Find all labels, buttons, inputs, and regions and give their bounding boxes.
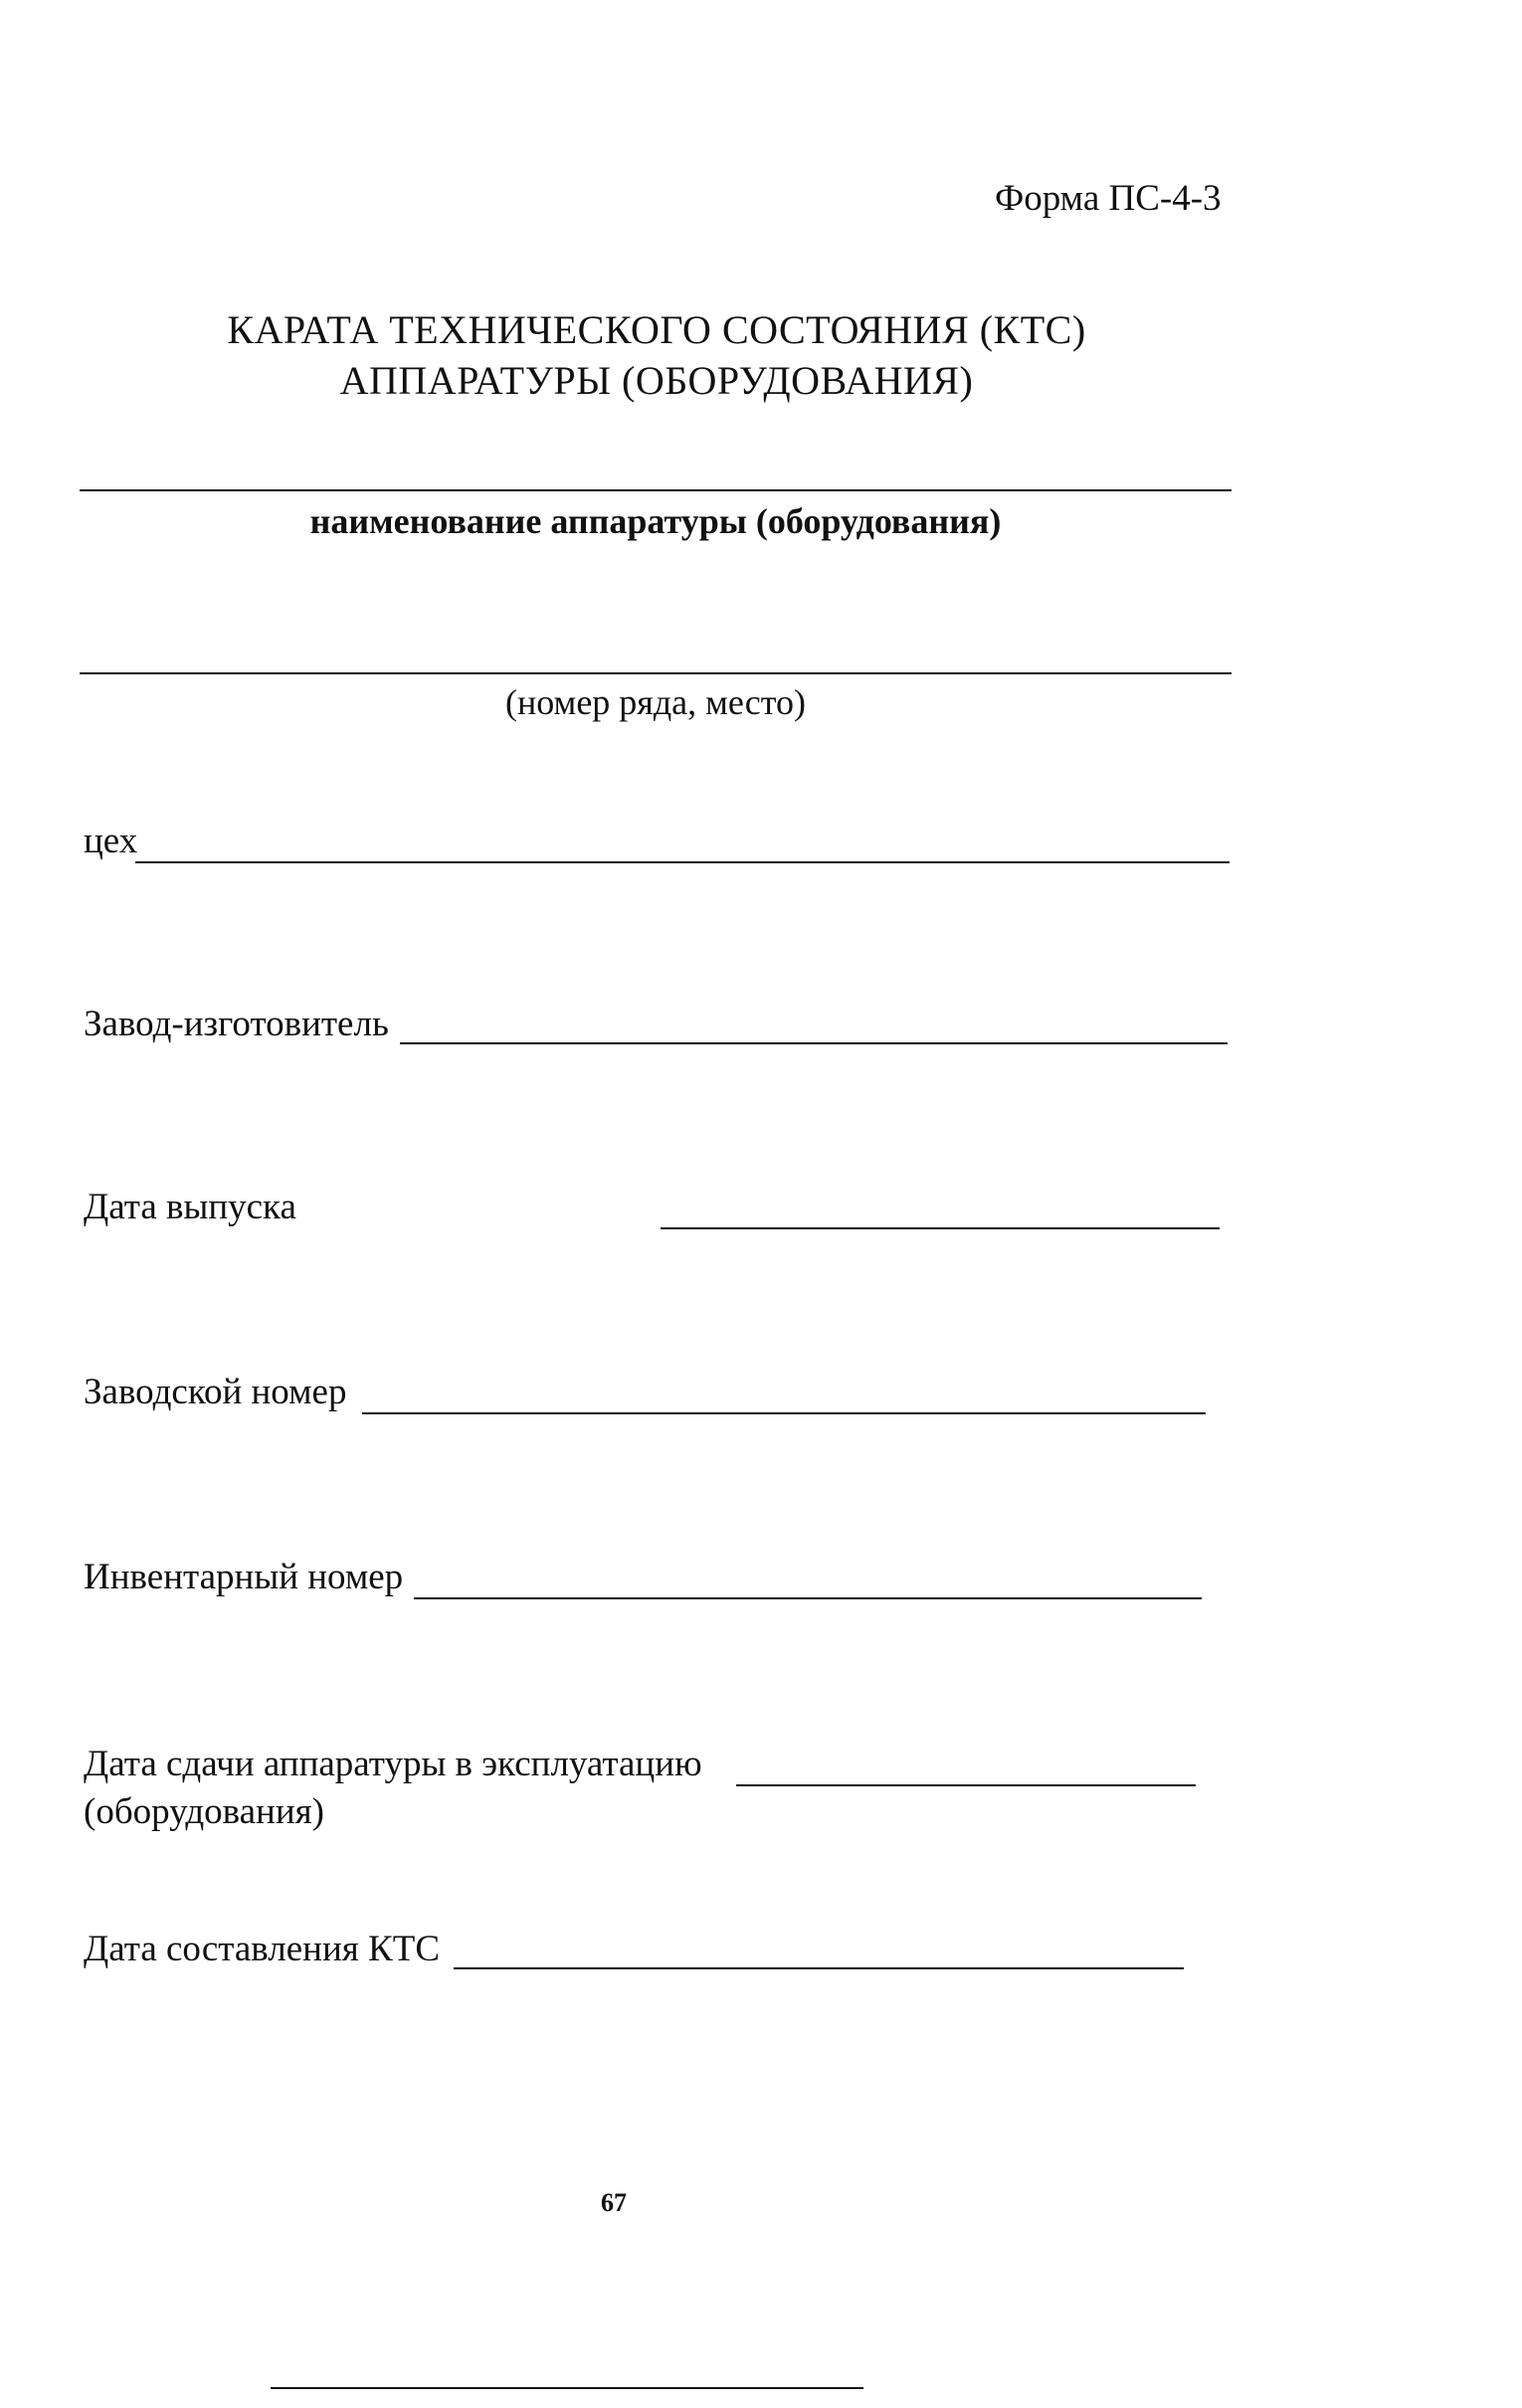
- inventory-number-field-line[interactable]: [414, 1597, 1202, 1599]
- row-place-line[interactable]: [80, 672, 1232, 674]
- inventory-number-label: Инвентарный номер: [84, 1557, 404, 1597]
- commissioning-date-field-line[interactable]: [736, 1784, 1196, 1786]
- row-place-caption: (номер ряда, место): [504, 682, 807, 722]
- equipment-name-line[interactable]: [80, 489, 1232, 491]
- document-title-line-1: КАРАТА ТЕХНИЧЕСКОГО СОСТОЯНИЯ (КТС): [227, 307, 1086, 352]
- manufacturer-field-line[interactable]: [400, 1042, 1228, 1044]
- equipment-name-caption: наименование аппаратуры (оборудования): [309, 501, 1002, 541]
- commissioning-date-label: Дата сдачи аппаратуры в эксплуатацию: [84, 1744, 702, 1784]
- footer-divider: [271, 2387, 863, 2389]
- serial-number-label: Заводской номер: [84, 1372, 347, 1412]
- document-title-line-2: АППАРАТУРЫ (ОБОРУДОВАНИЯ): [339, 358, 974, 403]
- serial-number-field-line[interactable]: [362, 1412, 1206, 1414]
- workshop-field-line[interactable]: [135, 861, 1230, 863]
- kts-date-label: Дата составления КТС: [84, 1929, 441, 1969]
- form-label: Форма ПС-4-3: [995, 178, 1222, 219]
- manufacturer-label: Завод-изготовитель: [84, 1004, 389, 1044]
- workshop-label: цех: [84, 821, 138, 861]
- commissioning-date-sublabel: (оборудования): [84, 1791, 324, 1832]
- kts-date-field-line[interactable]: [454, 1967, 1184, 1969]
- page-number: 67: [601, 2188, 627, 2217]
- release-date-field-line[interactable]: [661, 1227, 1220, 1229]
- release-date-label: Дата выпуска: [84, 1187, 296, 1227]
